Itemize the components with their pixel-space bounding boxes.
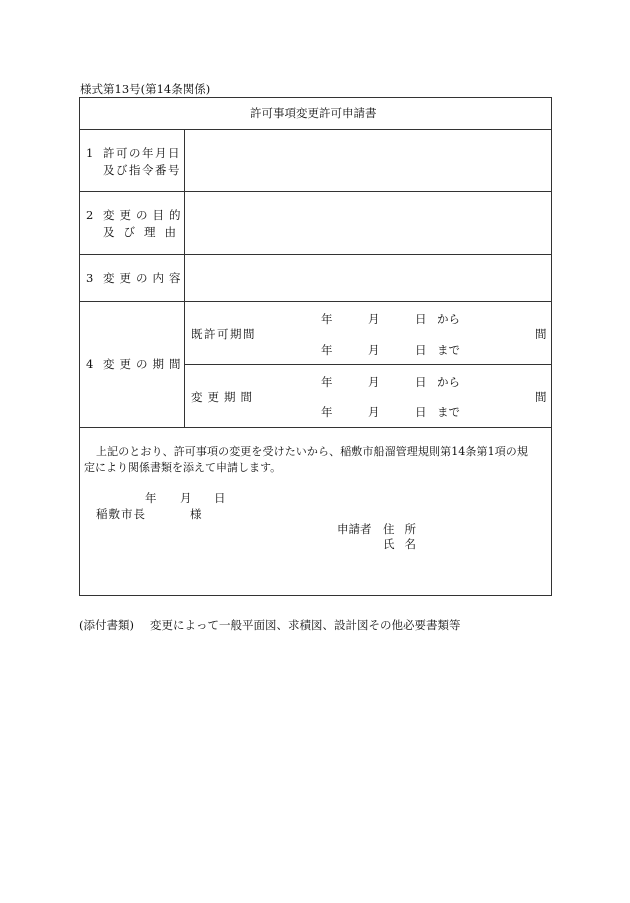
year-label: 年 <box>321 375 333 389</box>
day-label: 日 <box>415 375 427 389</box>
from-label: から <box>437 375 460 389</box>
statement-line: 定により関係書類を添えて申請します。 <box>84 461 282 474</box>
until-label: まで <box>437 405 460 419</box>
applicant-address-field[interactable] <box>425 520 547 535</box>
duration-unit: 間 <box>535 390 547 404</box>
statement-line: 上記のとおり、許可事項の変更を受けたいから、稲敷市船溜管理規則第14条第1項の規 <box>96 445 528 458</box>
applicant-name-label: 氏名 <box>383 537 426 551</box>
day-label: 日 <box>415 343 427 357</box>
from-label: から <box>437 312 460 326</box>
row-number: 3 <box>86 271 94 285</box>
date-day-label: 日 <box>214 491 226 505</box>
day-label: 日 <box>415 405 427 419</box>
permit-date-field[interactable] <box>186 131 550 189</box>
month-label: 月 <box>368 312 380 326</box>
row-label: 許可の年月日 <box>103 146 181 160</box>
purpose-field[interactable] <box>186 193 550 252</box>
addressee-name: 稲敷市長 <box>96 507 146 521</box>
addressee-honorific: 様 <box>190 507 202 521</box>
row-label: 及び理由 <box>103 225 185 239</box>
form-number: 様式第13号(第14条関係) <box>80 82 211 96</box>
duration-unit: 間 <box>535 327 547 341</box>
form-title: 許可事項変更許可申請書 <box>250 106 377 120</box>
row-label: 変更の内容 <box>103 271 186 285</box>
existing-period-label: 既許可期間 <box>191 327 256 341</box>
year-label: 年 <box>321 343 333 357</box>
row-label: 及び指令番号 <box>103 163 181 177</box>
applicant-address-label: 住所 <box>383 522 426 536</box>
attachments-label: (添付書類) <box>79 618 134 632</box>
applicant-label: 申請者 <box>337 522 372 536</box>
applicant-name-field[interactable] <box>425 535 547 550</box>
attachments-text: 変更によって一般平面図、求積図、設計図その他必要書類等 <box>150 618 461 632</box>
change-period-label: 変更期間 <box>191 390 257 404</box>
year-label: 年 <box>321 405 333 419</box>
month-label: 月 <box>368 375 380 389</box>
row-number: 2 <box>86 208 94 222</box>
content-field[interactable] <box>186 256 550 299</box>
until-label: まで <box>437 343 460 357</box>
row-number: 4 <box>86 357 94 371</box>
row-label: 変更の期間 <box>103 357 186 371</box>
row-label: 変更の目的 <box>103 208 186 222</box>
row-number: 1 <box>86 146 94 160</box>
day-label: 日 <box>415 312 427 326</box>
year-label: 年 <box>321 312 333 326</box>
date-year-label: 年 <box>145 491 157 505</box>
month-label: 月 <box>368 405 380 419</box>
date-month-label: 月 <box>180 491 192 505</box>
month-label: 月 <box>368 343 380 357</box>
